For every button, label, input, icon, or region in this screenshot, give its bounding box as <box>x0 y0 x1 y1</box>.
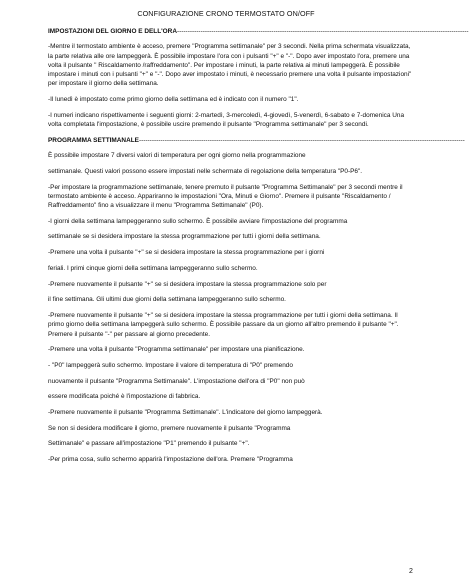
paragraph: -Premere nuovamente il pulsante "Programma Settimanale". L'indicatore del giorno lampeggerà. <box>48 408 323 416</box>
section-heading-programma-settimanale <box>48 136 465 145</box>
paragraph: - "P0" lampeggerà sullo schermo. Impostare il valore di temperatura di "P0" premendo <box>48 361 293 369</box>
page-number: 2 <box>409 568 413 575</box>
paragraph: È possibile impostare 7 diversi valori di temperatura per ogni giorno nella programmazione <box>48 152 306 160</box>
paragraph: settimanale se si desidera impostare la stessa programmazione per tutti i giorni della settimana. <box>48 233 321 241</box>
paragraph: settimanale. Questi valori possono essere impostati nelle schermate di regolazione della temperatura "P0-P6". <box>48 167 363 175</box>
paragraph: il fine settimana. Gli ultimi due giorni della settimana lampeggeranno sullo schermo. <box>48 296 286 304</box>
paragraph: nuovamente il pulsante "Programma Settimanale". L'impostazione dell'ora di "P0" non può <box>48 377 305 385</box>
paragraph: Se non si desidera modificare il giorno, premere nuovamente il pulsante "Programma <box>48 424 291 432</box>
heading-rule: -------------------------------------------------------------------------------------------------------------------------------------------------------- <box>138 136 465 144</box>
paragraph: -I giorni della settimana lampeggeranno sullo schermo. È possibile avviare l'impostazione del programma <box>48 217 348 225</box>
paragraph: -Premere una volta il pulsante "Programma settimanale" per impostare una pianificazione. <box>48 346 305 354</box>
paragraph: -I numeri indicano rispettivamente i seguenti giorni: 2-martedì, 3-mercoledì, 4-giovedì, 5-venerdì, 6-sabato e 7-domenica Una volta completata l'impostazione, è possibile uscire premendo il pulsante "Programma settimanale" per 3 secondi. <box>48 111 405 129</box>
paragraph: -Premere una volta il pulsante "+" se si desidera impostare la stessa programmazione per i giorni <box>48 249 325 257</box>
paragraph: -Premere nuovamente il pulsante "+" se si desidera impostare la stessa programmazione per tutti i giorni della settimana. Il primo giorno della settimana lampeggerà sullo schermo. È possibile passare da un giorno all'altro premendo il pulsante "+". Premere il pulsante "-" per passare al giorno precedente. <box>48 311 399 338</box>
paragraph: Settimanale" e passare all'impostazione "P1" premendo il pulsante "+". <box>48 440 250 448</box>
section-title: IMPOSTAZIONI DEL GIORNO E DELL'ORA <box>48 28 177 35</box>
paragraph: -Il lunedì è impostato come primo giorno della settimana ed è indicato con il numero "1". <box>48 96 299 104</box>
paragraph: -Per prima cosa, sullo schermo apparirà l'impostazione dell'ora. Premere "Programma <box>48 456 293 464</box>
paragraph: -Mentre il termostato ambiente è acceso, premere "Programma settimanale" per 3 secondi. Nella prima schermata visualizzata, la parte relativa alle ore lampeggerà. È possibile impostare l'ora con i pulsanti "+" e "-". Dopo aver impostato l'ora, premere una volta il pulsante " Riscaldamento /raffreddamento". Per impostare i minuti, la parte relativa ai minuti lampeggerà. È possibile impostare i minuti con i pulsanti "+" e "-". Dopo aver impostato i minuti, è necessario premere una volta il pulsante impostazioni" per impostare il giorno della settimana. <box>48 43 412 88</box>
paragraph: -Per impostare la programmazione settimanale, tenere premuto il pulsante "Programma Settimanale" per 3 secondi mentre il termostato ambiente è acceso. Appariranno le impostazioni "Ora, Minuti e Giorno". Premere il pulsante "Riscaldamento / Raffreddamento" fino a visualizzare il menu "Programma Settimanale" (P0). <box>48 183 403 210</box>
heading-rule: ---------------------------------------------------------------------------------------------------------------------------------------- <box>176 28 469 35</box>
paragraph: -Premere nuovamente il pulsante "+" se si desidera impostare la stessa programmazione solo per <box>48 280 327 288</box>
section-heading-giorno-ora <box>48 27 469 36</box>
paragraph: essere modificata poiché è l'impostazione di fabbrica. <box>48 393 201 401</box>
section-title: PROGRAMMA SETTIMANALE <box>48 136 139 144</box>
page-title: CONFIGURAZIONE CRONO TERMOSTATO ON/OFF <box>137 9 315 18</box>
document-body <box>48 27 469 471</box>
paragraph: feriali. I primi cinque giorni della settimana lampeggeranno sullo schermo. <box>48 264 258 272</box>
